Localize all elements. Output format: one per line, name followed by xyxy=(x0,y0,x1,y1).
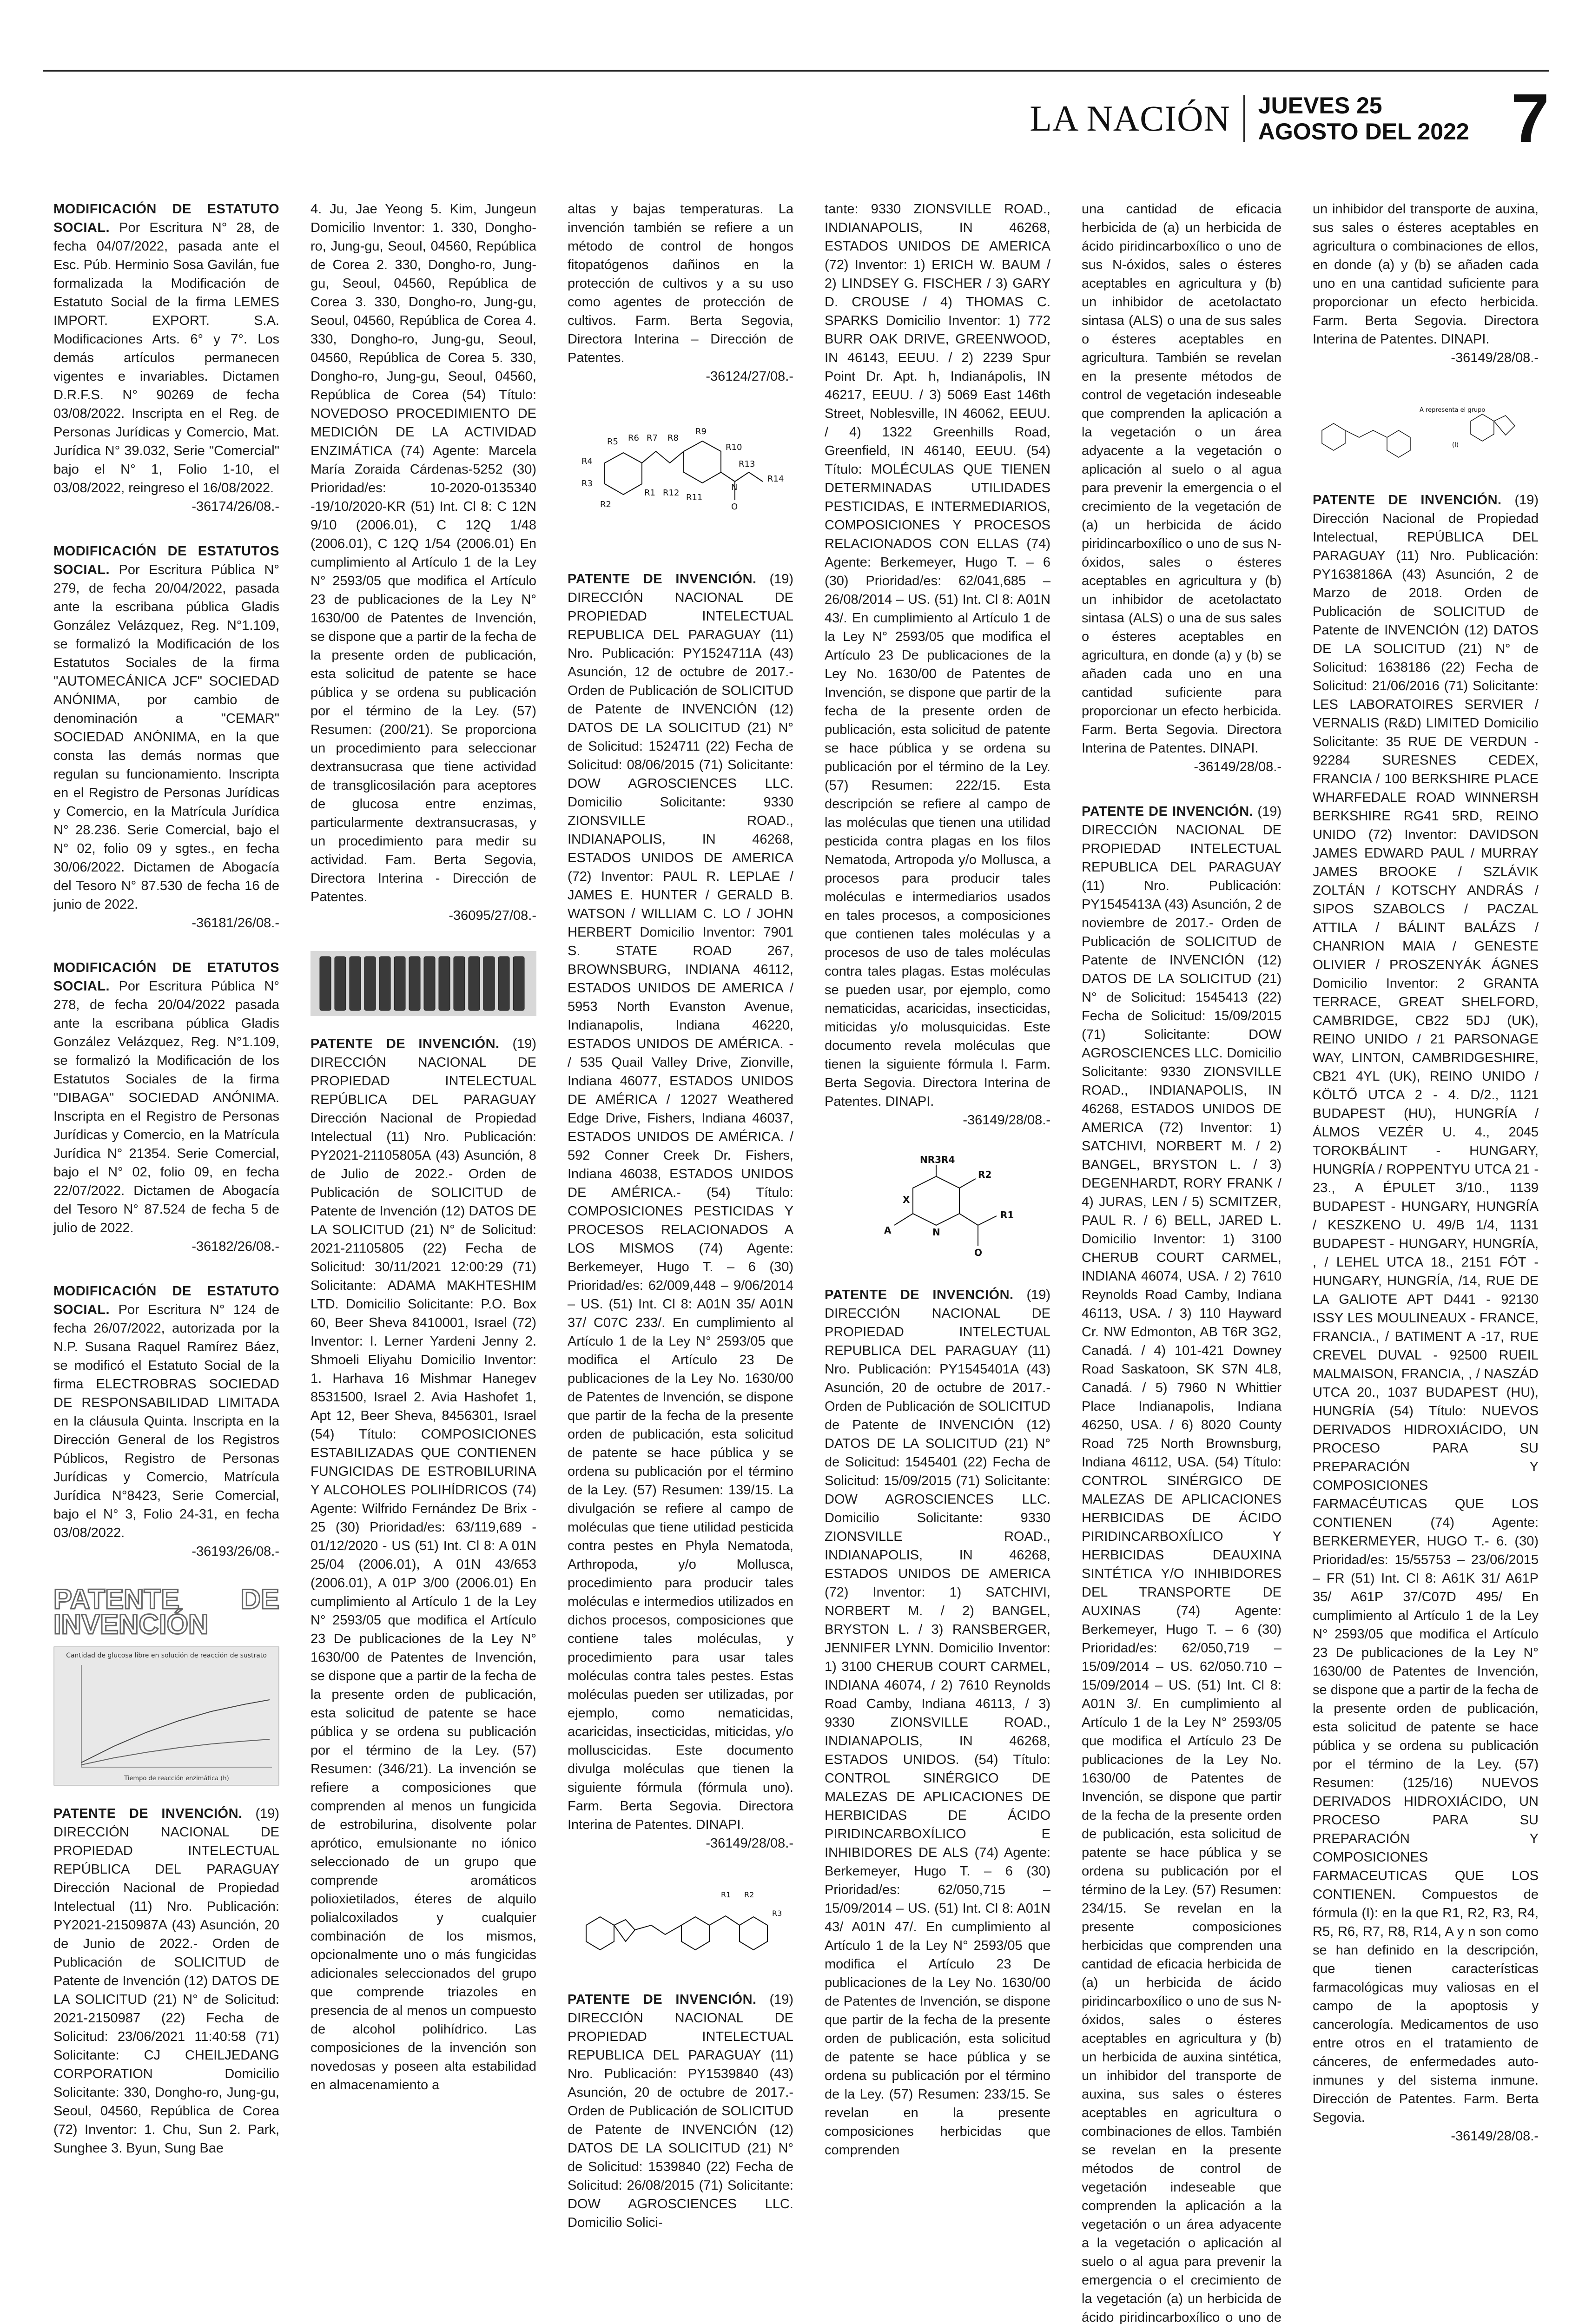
notice-body: (19) DIRECCIÓN NACIONAL DE PROPIEDAD INTELECTUAL REPUBLICA DEL PARAGUAY (11) Nro. Publicación: PY1545401A (43) Asunción, 20 de octubre de 2017.- Orden de Publicación de SOLICITUD de Patente de INVENCIÓN (12) DATOS DE LA SOLICITUD (21) N° de Solicitud: 1545401 (22) Fecha de Solicitud: 15/09/2015 (71) Solicitante: DOW AGROSCIENCES LLC. Domicilio Solicitante: 9330 ZIONSVILLE ROAD., INDIANAPOLIS, IN 46268, ESTADOS UNIDOS DE AMERICA (72) Inventor: 1) SATCHIVI, NORBERT M. / 2) BANGEL, BRYSTON L. / 3) RANSBERGER, JENNIFER LYNN. Domicilio Inventor: 1) 3100 CHERUB COURT CARMEL, INDIANA 46074, / 2) 7610 Reynolds Road Camby, Indiana 46113, / 3) 9330 ZIONSVILLE ROAD., INDIANAPOLIS, IN 46268, ESTADOS UNIDOS. (54) Título: CONTROL SINÉRGICO DE MALEZAS DE APLICACIONES DE HERBICIDAS DE ÁCIDO PIRIDINCARBOXÍLICO E INHIBIDORES DE ALS (74) Agente: Berkemeyer, Hugo T. – 6 (30) Prioridad/es: 62/050,715 – 15/09/2014 – US. (51) Int. Cl 8: A01N 43/ A01N 47/. En cumplimiento al Artículo 1 de la Ley N° 2593/05 que modifica el Artículo 23 De publicaciones de la Ley No. 1630/00 de Patentes de Invención, se dispone que partir de la fecha de la presente orden de publicación, esta solicitud de patente se hace pública y se ordena su publicación por el término de la Ley. (57) Resumen: 233/15. Se revelan en la presente composiciones herbicidas que comprenden xyxy=(825,1287,1051,2158)
notice-body: Por Escritura N° 124 de fecha 26/07/2022, autorizada por la N.P. Susana Raquel Ramírez Báez, se modificó el Estatuto Social de la firma ELECTROBRAS SOCIEDAD DE RESPONSABILIDAD LIMITADA en la cláusula Quinta. Inscripta en la Dirección General de los Registros Públicos, Registro de Personas Jurídicas y Comercio, Matrícula Jurídica N°8423, Serie Comercial, bajo el N° 3, Folio 24-31, en fecha 03/08/2022. xyxy=(53,1302,280,1540)
notice-ref: -36149/28/08.- xyxy=(963,1113,1050,1128)
formula-label: R3 xyxy=(581,479,593,489)
formula-label: O xyxy=(731,502,738,512)
notice-body: (19) DIRECCIÓN NACIONAL DE PROPIEDAD INTELECTUAL REPÚBLICA DEL PARAGUAY Dirección Nacional de Propiedad Intelectual (11) Nro. Publicación: PY2021-21105805A (43) Asunción, 8 de Julio de 2022.- Orden de Publicación de SOLICITUD de Patente de Invención (12) DATOS DE LA SOLICITUD (21) N° de Solicitud: 2021-21105805 (22) Fecha de Solicitud: 30/11/2021 12:00:29 (71) Solicitante: ADAMA MAKHTESHIM LTD. Domicilio Solicitante: P.O. Box 60, Beer Sheva 8410001, Israel (72) Inventor: I. Lerner Yardeni Jenny 2. Shmoeli Eliyahu Domicilio Inventor: 1. Harhava 16 Mishmar Hanegev 8531500, Israel 2. Avia Hashofet 1, Apt 12, Beer Sheva, 8456301, Israel (54) Título: COMPOSICIONES ESTABILIZADAS QUE CONTIENEN FUNGICIDAS DE ESTROBILURINA Y ALCOHOLES POLIHÍDRICOS (74) Agente: Wilfrido Fernández De Brix - 25 (30) Prioridad/es: 63/119,689 - 01/12/2020 - US (51) Int. Cl 8: A 01N 25/04 (2006.01), A 01N 43/653 (2006.01), A 01P 3/00 (2006.01) En cumplimiento al Artículo 1 de la Ley N° 2593/05 que modifica el Artículo 23 De publicaciones de la Ley N° 1630/00 de Patentes de Invención, se dispone que a partir de la fecha de la presente orden de publicación, esta solicitud de patente se hace pública y se ordena su publicación por el término de la Ley. (57) Resumen: (346/21). La invención se refiere a composiciones que comprenden al menos un fungicida de estrobilurina, disolvente polar aprótico, emulsionante no iónico seleccionado de un grupo que comprende aromáticos polioxietilados, éteres de alquilo polialcoxilados y cualquier combinación de los mismos, opcionalmente uno o más fungicidas adicionales seleccionados del grupo que comprende triazoles en presencia de al menos un compuesto de alcohol polihídrico. Las composiciones de la invención son novedosas y poseen alta estabilidad en almacenamiento a xyxy=(310,1037,537,2093)
formula-label: R13 xyxy=(739,459,755,469)
chart-title: Cantidad de glucosa libre en solución de reacción de sustrato xyxy=(66,1652,267,1659)
formula-caption: A representa el grupo xyxy=(1420,407,1486,414)
notice xyxy=(1313,491,1539,2146)
formula-label: R10 xyxy=(726,442,742,452)
notice xyxy=(53,200,279,516)
notice-ref: -36193/26/08.- xyxy=(192,1544,279,1559)
notice-ref: -36149/28/08.- xyxy=(706,1836,793,1851)
notice-body: (19) DIRECCIÓN NACIONAL DE PROPIEDAD INTELECTUAL REPUBLICA DEL PARAGUAY (11) Nro. Publicación: PY1545413A (43) Asunción, 2 de noviembre de 2017.- Orden de Publicación de SOLICITUD de Patente de INVENCIÓN (12) DATOS DE LA SOLICITUD (21) N° de Solicitud: 1545413 (22) Fecha de Solicitud: 15/09/2015 (71) Solicitante: DOW AGROSCIENCES LLC. Domicilio Solicitante: 9330 ZIONSVILLE ROAD., INDIANAPOLIS, IN 46268, ESTADOS UNIDOS DE AMERICA (72) Inventor: 1) SATCHIVI, NORBERT M. / 2) BANGEL, BRYSTON L. / 3) DEGENHARDT, RORY FRANK / 4) JURAS, LEN / 5) SCMITZER, PAUL R. / 6) BELL, JARED L. Domicilio Inventor: 1) 3100 CHERUB COURT CARMEL, INDIANA 46074, USA. / 2) 7610 Reynolds Road Camby, Indiana 46113, USA. / 3) 110 Hayward Cr. NW Edmonton, AB T6R 3G2, Canadá. / 4) 101-421 Downey Road Saskatoon, SK S7N 4L8, Canadá. / 5) 7960 N Whittier Place Indianapolis, Indiana 46250, USA. / 6) 8020 County Road 725 North Brownsburg, Indiana 46112, USA. (54) Título: CONTROL SINÉRGICO DE MALEZAS DE APLICACIONES HERBICIDAS DE ÁCIDO PIRIDINCARBOXÍLICO Y HERBICIDAS DEAUXINA SINTÉTICA Y/O INHIBIDORES DEL TRANSPORTE DE AUXINAS (74) Agente: Berkemeyer, Hugo T. – 6 (30) Prioridad/es: 62/050,719 – 15/09/2014 – US. 62/050.710 – 15/09/2014 – US. (51) Int. Cl 8: A01N 3/. En cumplimiento al Artículo 1 de la Ley N° 2593/05 que modifica el Artículo 23 De publicaciones de la Ley No. 1630/00 de Patentes de Invención, se dispone que partir de la fecha de la presente orden de publicación, esta solicitud de patente se hace pública y se ordena su publicación por el término de la Ley. (57) Resumen: 234/15. Se revelan en la presente composiciones herbicidas que comprenden una cantidad de eficacia herbicida de (a) un herbicida de ácido piridincarboxílico o uno de sus N-óxidos, sales o ésteres aceptables en agricultura y (b) un herbicida de auxina sintética, un inhibidor del transporte de auxina, sus sales o ésteres aceptables en agricultura o combinaciones de ellos. También se revelan en la presente métodos de control de vegetación indeseable que comprenden la aplicación a la vegetación o un área adyacente a la vegetación o aplicación al suelo o al agua para prevenir la emergencia o el crecimiento de la vegetación (a) un herbicida de ácido piridincarboxílico o uno de xyxy=(1082,804,1282,2324)
notice xyxy=(310,1035,536,2094)
page-number: 7 xyxy=(1511,80,1549,157)
formula-label: R9 xyxy=(695,427,707,436)
formula-label: N xyxy=(731,482,738,492)
notice xyxy=(1082,200,1282,776)
formula-label: X xyxy=(903,1194,910,1205)
formula-label: R2 xyxy=(600,500,611,509)
notice-ref: -36174/26/08.- xyxy=(192,499,279,514)
notice xyxy=(825,200,1050,1129)
notice-body: altas y bajas temperaturas. La invención también se refiere a un método de control de hongos fitopatógenos dañinos en la protección de cultivos y a su uso como agentes de protección de cultivos. Farm. Berta Segovia, Directora Interina – Dirección de Patentes. xyxy=(568,202,793,365)
notice-head: PATENTE DE INVENCIÓN. xyxy=(53,1806,243,1821)
formula-label: R8 xyxy=(667,433,679,443)
notice-body: un inhibidor del transporte de auxina, sus sales o ésteres aceptables en agricultura o combinaciones de ellos, en donde (a) y (b) se añaden cada uno en una cantidad suficiente para proporcionar un efecto herbicida. Farm. Berta Segovia. Directora Interina de Patentes. DINAPI. xyxy=(1313,202,1539,347)
notice xyxy=(568,200,793,386)
formula-4-structure xyxy=(1313,393,1539,472)
notice-body: Por Escritura Pública N° 278, de fecha 20/04/2022 pasada ante la escribana pública Gladis González Velázquez, Reg. N°1.109, se formalizó la Modificación de los Estatutos Sociales de la firma "DIBAGA" SOCIEDAD ANÓNIMA. Inscripta en el Registro de Personas Jurídicas y Comercio, en la Matrícula Jurídica N° 21354. Serie Comercial, bajo el N° 02, folio 09, en fecha 22/07/2022. Dictamen de Abogacía del Tesoro N° 87.524 de fecha 5 de julio de 2022. xyxy=(53,979,279,1235)
column-1 xyxy=(53,200,280,2156)
formula-label: R4 xyxy=(581,456,593,466)
notice-ref: -36182/26/08.- xyxy=(192,1239,279,1254)
notice-body: (19) DIRECCIÓN NACIONAL DE PROPIEDAD INTELECTUAL REPUBLICA DEL PARAGUAY (11) Nro. Publicación: PY1524711A (43) Asunción, 12 de octubre de 2017.- Orden de Publicación de SOLICITUD de Patente de INVENCIÓN (12) DATOS DE LA SOLICITUD (21) N° de Solicitud: 1524711 (22) Fecha de Solicitud: 08/06/2015 (71) Solicitante: DOW AGROSCIENCES LLC. Domicilio Solicitante: 9330 ZIONSVILLE ROAD., INDIANAPOLIS, IN 46268, ESTADOS UNIDOS DE AMERICA (72) Inventor: PAUL R. LEPLAE / JAMES E. HUNTER / GERALD B. WATSON / WILLIAM C. LO / JOHN HERBERT Domicilio Inventor: 7901 S. STATE ROAD 267, BROWNSBURG, INDIANA 46112, ESTADOS UNIDOS DE AMERICA / 5953 North Evanston Avenue, Indianapolis, Indiana 46220, ESTADOS UNIDOS DE AMÉRICA. - / 535 Quail Valley Drive, Zionville, Indiana 46077, ESTADOS UNIDOS DE AMÉRICA / 12027 Weathered Edge Drive, Fishers, Indiana 46037, ESTADOS UNIDOS DE AMÉRICA. / 592 Conner Creek Dr. Fishers, Indiana 46038, ESTADOS UNIDOS DE AMÉRICA.- (54) Título: COMPOSICIONES PESTICIDAS Y PROCESOS RELACIONADOS A LOS MISMOS (74) Agente: Berkemeyer, Hugo T. – 6 (30) Prioridad/es: 62/009,448 – 9/06/2014 – US. (51) Int. Cl 8: A01N 35/ A01N 37/ C07C 233/. En cumplimiento al Artículo 1 de la Ley N° 2593/05 que modifica el Artículo 23 De publicaciones de la Ley No. 1630/00 de Patentes de Invención, se dispone que partir de la fecha de la presente orden de publicación, esta solicitud de patente se hace pública y se ordena su publicación por el término de la Ley. (57) Resumen: 139/15. La divulgación se refiere al campo de moléculas que tiene utilidad pesticida contra pestes en Phyla Nematoda, Arthropoda, y/o Mollusca, procedimiento para producir tales moléculas e intermedios utilizados en dichos procesos, composiciones que contiene tales moléculas, y procedimiento para usar tales moléculas contra tales pestes. Estas moléculas pueden ser utilizadas, por ejemplo, como nematicidas, acaricidas, insecticidas, miticidas, y/o molluscicidas. Este documento divulga moléculas que tienen la siguiente fórmula (fórmula uno). Farm. Berta Segovia. Directora Interina de Patentes. DINAPI. xyxy=(568,572,794,1832)
chemical-formula-2 xyxy=(825,1155,1050,1267)
notice-head: PATENTE DE INVENCIÓN. xyxy=(1082,804,1254,819)
column-6 xyxy=(1313,200,1539,2144)
formula-label: N xyxy=(932,1227,940,1238)
notice xyxy=(53,1282,279,1561)
chart-x-label: Tiempo de reacción enzimática (h) xyxy=(124,1775,229,1782)
notice xyxy=(568,570,793,1853)
notice-body: tante: 9330 ZIONSVILLE ROAD., INDIANAPOLIS, IN 46268, ESTADOS UNIDOS DE AMERICA (72) Inventor: 1) ERICH W. BAUM / 2) LINDSEY G. FISCHER / 3) GARY D. CROUSE / 4) THOMAS C. SPARKS Domicilio Inventor: 1) 772 BURR OAK DRIVE, GREENWOOD, IN 46143, EEUU. / 2) 2239 Spur Point Dr. Apt. h, Indianápolis, IN 46217, EEUU. / 3) 5069 East 146th Street, Noblesville, IN 46062, EEUU. / 4) 1322 Greenhills Road, Greenfield, IN 46140, EEUU. (54) Título: MOLÉCULAS QUE TIENEN DETERMINADAS UTILIDADES PESTICIDAS, E INTERMEDIARIOS, COMPOSICIONES Y PROCESOS RELACIONADOS CON ELLAS (74) Agente: Berkemeyer, Hugo T. – 6 (30) Prioridad/es: 62/041,685 – 26/08/2014 – US. (51) Int. Cl 8: A01N 43/. En cumplimiento al Artículo 1 de la Ley N° 2593/05 que modifica el Artículo 23 De publicaciones de la Ley No. 1630/00 de Patentes de Invención, se dispone que partir de la fecha de la presente orden de publicación, esta solicitud de patente se hace pública y se ordena su publicación por el término de la Ley. (57) Resumen: 222/15. Esta descripción se refiere al campo de las moléculas que tienen una utilidad pesticida contra plagas en los filos Nematoda, Artropoda y/o Mollusca, a procesos para producir tales moléculas e intermediarios usados en tales procesos, a composiciones que contienen tales moléculas y a procesos de uso de tales moléculas contra tales plagas. Estas moléculas se pueden usar, por ejemplo, como nematicidas, acaricidas, insecticidas, miticidas y/o molusquicidas. Este documento revela moléculas que tienen la siguiente fórmula I. Farm. Berta Segovia. Directora Interina de Patentes. DINAPI. xyxy=(825,202,1050,1109)
notice xyxy=(1082,802,1282,2324)
notice xyxy=(1313,200,1539,367)
formula-label: R6 xyxy=(628,433,639,443)
formula-label: R7 xyxy=(647,433,658,443)
notice-ref: -36095/27/08.- xyxy=(449,908,536,923)
formula-label: R14 xyxy=(767,474,784,484)
notice-head: PATENTE DE INVENCIÓN. xyxy=(568,1992,757,2007)
notice xyxy=(53,542,279,932)
formula-label: R1 xyxy=(721,1890,731,1899)
notice-body: una cantidad de eficacia herbicida de (a) un herbicida de ácido piridincarboxílico o uno de sus N-óxidos, sales o ésteres aceptables en agricultura y (b) un inhibidor de acetolactato sintasa (ALS) o una de sus sales o ésteres aceptables en agricultura. También se revelan en la presente métodos de control de vegetación indeseable que comprenden la aplicación a la vegetación o un área adyacente a la vegetación o aplicación al suelo o al agua para prevenir la emergencia o el crecimiento de la vegetación de (a) un herbicida de ácido piridincarboxílico o uno de sus N-óxidos, sales o ésteres aceptables en agricultura y (b) un inhibidor de acetolactato sintasa (ALS) o una de sus sales o ésteres aceptables en agricultura, en donde (a) y (b) se añaden cada uno en una cantidad suficiente para proporcionar un efecto herbicida. Farm. Berta Segovia. Directora Interina de Patentes. DINAPI. xyxy=(1082,202,1282,756)
notice-body: (19) DIRECCIÓN NACIONAL DE PROPIEDAD INTELECTUAL REPÚBLICA DEL PARAGUAY Dirección Nacional de Propiedad Intelectual (11) Nro. Publicación: PY2021-2150987A (43) Asunción, 20 de Junio de 2022.- Orden de Publicación de SOLICITUD de Patente de Invención (12) DATOS DE LA SOLICITUD (21) N° de Solicitud: 2021-2150987 (22) Fecha de Solicitud: 23/06/2021 11:40:58 (71) Solicitante: CJ CHEILJEDANG CORPORATION Domicilio Solicitante: 330, Dongho-ro, Jung-gu, Seoul, 04560, República de Corea (72) Inventor: 1. Chu, Sun 2. Park, Sunghee 3. Byun, Sung Bae xyxy=(53,1806,280,2156)
glucose-chart-figure xyxy=(53,1646,279,1786)
formula-label: R3 xyxy=(772,1909,782,1918)
formula-label: R1 xyxy=(644,488,655,498)
notice-ref: -36124/27/08.- xyxy=(706,369,793,384)
formula-number: (I) xyxy=(1452,442,1459,449)
notice-head: MODIFICACIÓN DE ESTATUTOS SOCIAL. xyxy=(53,544,279,577)
notice-body: (19) DIRECCIÓN NACIONAL DE PROPIEDAD INTELECTUAL REPUBLICA DEL PARAGUAY (11) Nro. Publicación: PY1539840 (43) Asunción, 20 de octubre de 2017.- Orden de Publicación de SOLICITUD de Patente de INVENCIÓN (12) DATOS DE LA SOLICITUD (21) N° de Solicitud: 1539840 (22) Fecha de Solicitud: 26/08/2015 (71) Solicitante: DOW AGROSCIENCES LLC. Domicilio Solici- xyxy=(568,1992,794,2230)
masthead xyxy=(1030,80,1549,157)
test-tubes-photo xyxy=(310,951,536,1016)
notice-body: Por Escritura Pública N° 279, de fecha 20/04/2022, pasada ante la escribana pública Gladis González Velázquez, Reg. N°1.109, se formalizó la Modificación de los Estatutos Sociales de la firma "AUTOMECÁNICA JCF" SOCIEDAD ANÓNIMA, por cambio de denominación a "CEMAR" SOCIEDAD ANÓNIMA, en la que consta las demás normas que regulan su funcionamiento. Inscripta en el Registro de Personas Jurídicas y Comercio, en la Matrícula Jurídica N° 28.236. Serie Comercial, bajo el N° 02, folio 09 y sgtes., en fecha 30/06/2022. Dictamen de Abogacía del Tesoro N° 87.530 de fecha 16 de junio de 2022. xyxy=(53,562,279,912)
section-banner: PATENTE DE INVENCIÓN xyxy=(53,1584,279,1640)
notice-head: PATENTE DE INVENCIÓN. xyxy=(568,572,757,587)
notice-ref: -36149/28/08.- xyxy=(1194,759,1282,774)
chemical-formula-1 xyxy=(568,412,793,551)
chemical-formula-3 xyxy=(568,1879,793,1972)
formula-label: R5 xyxy=(607,437,618,447)
notices-grid xyxy=(53,200,1539,2324)
notice xyxy=(53,1804,279,2158)
notice-body: Por Escritura N° 28, de fecha 04/07/2022, pasada ante el Esc. Púb. Herminio Sosa Gavilán, fue formalizada la Modificación de Estatuto Social de la firma LEMES IMPORT. EXPORT. S.A. Modificaciones Arts. 6° y 7°. Los demás artículos permanecen vigentes e invariables. Dictamen D.R.F.S. N° 90269 de fecha 03/08/2022. Inscripta en el Reg. de Personas Jurídicas y Comercio, Mat. Jurídica N° 39.032, Serie "Comercial" bajo el N° 1, Folio 1-10, el 03/08/2022, reingreso el 16/08/2022. xyxy=(53,220,279,495)
notice-head: PATENTE DE INVENCIÓN. xyxy=(825,1287,1014,1302)
notice-ref: -36149/28/08.- xyxy=(1451,2129,1539,2144)
formula-3-structure xyxy=(568,1879,793,1972)
issue-date-line2: AGOSTO DEL 2022 xyxy=(1258,119,1469,145)
glucose-chart xyxy=(53,1646,279,1786)
notice-head: MODIFICACIÓN DE ESTATUTO SOCIAL. xyxy=(53,1284,279,1317)
formula-label: A xyxy=(884,1225,892,1236)
top-rule xyxy=(43,70,1549,72)
notice xyxy=(310,200,536,925)
notice-head: PATENTE DE INVENCIÓN. xyxy=(310,1037,500,1051)
formula-label: R12 xyxy=(663,488,680,498)
formula-label: NR3R4 xyxy=(920,1154,955,1165)
formula-label: R1 xyxy=(1000,1209,1014,1221)
column-3 xyxy=(568,200,794,2230)
formula-label: R2 xyxy=(978,1169,992,1180)
formula-label: O xyxy=(974,1247,983,1258)
notice xyxy=(53,958,279,1256)
notice xyxy=(568,1990,793,2232)
column-2 xyxy=(310,200,537,2093)
formula-2-structure xyxy=(825,1155,1050,1267)
masthead-separator xyxy=(1243,95,1245,142)
newspaper-brand: LA NACIÓN xyxy=(1030,98,1230,139)
notice-body: (19) Dirección Nacional de Propiedad Intelectual, REPÚBLICA DEL PARAGUAY (11) Nro. Publicación: PY1638186A (43) Asunción, 2 de Marzo de 2018. Orden de Publicación de SOLICITUD de Patente de INVENCIÓN (12) DATOS DE LA SOLICITUD (21) N° de Solicitud: 1638186 (22) Fecha de Solicitud: 21/06/2016 (71) Solicitante: LES LABORATOIRES SERVIER / VERNALIS (R&D) LIMITED Domicilio Solicitante: 35 RUE DE VERDUN - 92284 SURESNES CEDEX, FRANCIA / 100 BERKSHIRE PLACE WHARFEDALE ROAD WINNERSH BERKSHIRE RG41 5RD, REINO UNIDO (72) Inventor: DAVIDSON JAMES EDWARD PAUL / MURRAY JAMES BROOKE / SZLÁVIK ZOLTÁN / KOTSCHY ANDRÁS / SIPOS SZABOLCS / PACZAL ATTILA / BÁLINT BALÁZS / CHANRION MAIA / GENESTE OLIVIER / PROSZENYÁK ÁGNES Domicilio Inventor: 2 GRANTA TERRACE, GREAT SHELFORD, CAMBRIDGE, CB22 5DJ (UK), REINO UNIDO / 21 PARSONAGE WAY, LINTON, CAMBRIDGESHIRE, CB21 4YL (UK), REINO UNIDO / KÖLTŐ UTCA 2 - 4. D/2., 1121 BUDAPEST (HU), HUNGRÍA / ÁLMOS VEZÉR U. 4., 2045 TOROKBÁLINT - HUNGARY, HUNGRÍA / ROPPENTYU UTCA 21 - 23., A ÉPULET 3/10., 1139 BUDAPEST - HUNGARY, HUNGRÍA / KESZKENO U. 49/B 1/4, 1131 BUDAPEST - HUNGARY, HUNGRÍA, , / LEHEL UTCA 18., 2151 FÓT - HUNGARY, HUNGRÍA, /14, RUE DE LA GALIOTE APT D441 - 92130 ISSY LES MOULINEAUX - FRANCE, FRANCIA., / BATIMENT A -17, RUE CREVEL DUVAL - 92500 RUEIL MALMAISON, FRANCIA, , / NASZÁD UTCA 20., 1037 BUDAPEST (HU), HUNGRÍA (54) Título: NUEVOS DERIVADOS HIDROXIÁCIDO, UN PROCESO PARA SU PREPARACIÓN Y COMPOSICIONES FARMACÉUTICAS QUE LOS CONTIENEN (74) Agente: BERKERMEYER, HUGO T.- 6. (30) Prioridad/es: 15/55753 – 23/06/2015 – FR (51) Int. Cl 8: A61K 31/ A61P 35/ A61P 37/C07D 495/ En cumplimiento al Artículo 1 de la Ley N° 2593/05 que modifica el Artículo 23 De publicaciones de la Ley N° 1630/00 de Patentes de Invención, se dispone que a partir de la fecha de la presente orden de publicación, esta solicitud de patente se hace pública y se ordena su publicación por el término de la Ley. (57) Resumen: (125/16) NUEVOS DERIVADOS HIDROXIÁCIDO, UN PROCESO PARA SU PREPARACIÓN Y COMPOSICIONES FARMACEUTICAS QUE LOS CONTIENEN. Compuestos de fórmula (I): en la que R1, R2, R3, R4, R5, R6, R7, R8, R14, A y n son como se han definido en la descripción, que tienen características farmacológicas muy valiosas en el campo de la apoptosis y cancerología. Medicamentos de uso entre otros en el tratamiento de cánceres, de enfermedades auto-inmunes y del sistema inmune. Dirección de Patentes. Farm. Berta Segovia. xyxy=(1313,493,1539,2125)
test-tubes-image xyxy=(310,951,536,1016)
notice-head: PATENTE DE INVENCIÓN. xyxy=(1313,493,1502,508)
notice-head: MODIFICACIÓN DE ESTATUTO SOCIAL. xyxy=(53,202,279,235)
formula-1-structure xyxy=(568,412,793,551)
notice xyxy=(825,1286,1050,2159)
notice-ref: -36181/26/08.- xyxy=(192,916,279,931)
chart-frame xyxy=(54,1647,279,1785)
column-5 xyxy=(1082,200,1282,2324)
column-4 xyxy=(825,200,1051,2158)
issue-date xyxy=(1258,92,1469,145)
notice-head: MODIFICACIÓN DE ETATUTOS SOCIAL. xyxy=(53,960,279,994)
chemical-formula-4 xyxy=(1313,393,1539,472)
notice-body: 4. Ju, Jae Yeong 5. Kim, Jungeun Domicilio Inventor: 1. 330, Dongho-ro, Jung-gu, Seoul, 04560, República de Corea 2. 330, Dongho-ro, Jung-gu, Seoul, 04560, República de Corea 3. 330, Dongho-ro, Jung-gu, Seoul, 04560, República de Corea 4. 330, Dongho-ro, Jung-gu, Seoul, 04560, República de Corea 5. 330, Dongho-ro, Jung-gu, Seoul, 04560, República de Corea (54) Título: NOVEDOSO PROCEDIMIENTO DE MEDICIÓN DE LA ACTIVIDAD ENZIMÁTICA (74) Agente: Marcela María Zoraida Cárdenas-5252 (30) Prioridad/es: 10-2020-0135340 -19/10/2020-KR (51) Int. Cl 8: C 12N 9/10 (2006.01), C 12Q 1/48 (2006.01), C 12Q 1/54 (2006.01) En cumplimiento al Artículo 1 de la Ley N° 2593/05 que modifica el Artículo 23 de publicaciones de la Ley N° 1630/00 de Patentes de Invención, se dispone que a partir de la fecha de la presente orden de publicación, esta solicitud de patente se hace pública y se ordena su publicación por el término de la Ley. (57) Resumen: (200/21). Se proporciona un procedimiento para seleccionar dextransucrasa que tiene actividad de transglicosilación para aceptores de glucosa entre enzimas, particularmente dextransucrasas, y un procedimiento para medir su actividad. Fam. Berta Segovia, Directora Interina - Dirección de Patentes. xyxy=(310,202,536,905)
issue-date-line1: JUEVES 25 xyxy=(1258,92,1382,119)
notice-ref: -36149/28/08.- xyxy=(1451,350,1539,365)
formula-label: R11 xyxy=(686,493,703,502)
formula-label: R2 xyxy=(744,1890,754,1899)
